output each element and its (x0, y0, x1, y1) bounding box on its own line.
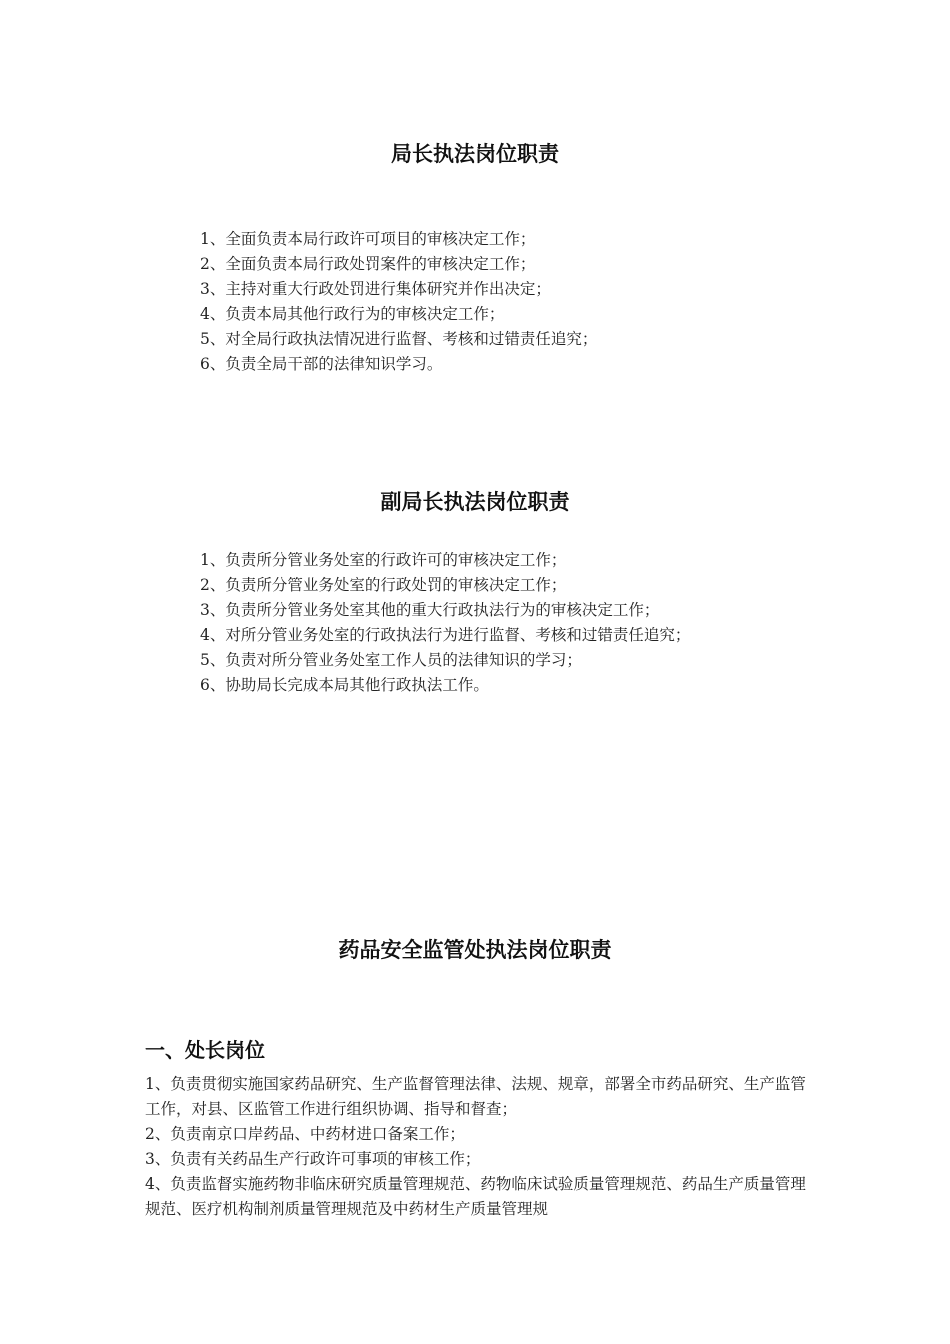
section3-paragraphs (145, 1072, 810, 1222)
paragraph: 2、负责南京口岸药品、中药材进口备案工作； (145, 1125, 465, 1143)
list-item: 2、负责所分管业务处室的行政处罚的审核决定工作； (200, 576, 567, 594)
list-item: 1、负责所分管业务处室的行政许可的审核决定工作； (200, 551, 567, 569)
list-item: 1、全面负责本局行政许可项目的审核决定工作； (200, 230, 536, 248)
list-item: 5、负责对所分管业务处室工作人员的法律知识的学习； (200, 651, 582, 669)
section1-title: 局长执法岗位职责 (391, 142, 559, 166)
list-item: 3、负责所分管业务处室其他的重大行政执法行为的审核决定工作； (200, 601, 660, 619)
list-item: 3、主持对重大行政处罚进行集体研究并作出决定； (200, 280, 551, 298)
section3-subheading: 一、处长岗位 (145, 1038, 265, 1062)
section2-title: 副局长执法岗位职责 (380, 490, 570, 514)
list-item: 6、负责全局干部的法律知识学习。 (200, 355, 443, 373)
list-item: 4、对所分管业务处室的行政执法行为进行监督、考核和过错责任追究； (200, 626, 691, 644)
list-item: 5、对全局行政执法情况进行监督、考核和过错责任追究； (200, 330, 598, 348)
list-item: 4、负责本局其他行政行为的审核决定工作； (200, 305, 505, 323)
paragraph: 1、负责贯彻实施国家药品研究、生产监督管理法律、法规、规章，部署全市药品研究、生产监管工作，对县、区监管工作进行组织协调、指导和督查； (145, 1075, 806, 1118)
paragraph: 3、负责有关药品生产行政许可事项的审核工作； (145, 1150, 481, 1168)
list-item: 2、全面负责本局行政处罚案件的审核决定工作； (200, 255, 536, 273)
section1-list (200, 227, 597, 377)
list-item: 6、协助局长完成本局其他行政执法工作。 (200, 676, 489, 694)
section2-list (200, 548, 690, 698)
paragraph: 4、负责监督实施药物非临床研究质量管理规范、药物临床试验质量管理规范、药品生产质量管理规范、医疗机构制剂质量管理规范及中药材生产质量管理规 (145, 1175, 806, 1218)
section3-title: 药品安全监管处执法岗位职责 (338, 938, 612, 962)
